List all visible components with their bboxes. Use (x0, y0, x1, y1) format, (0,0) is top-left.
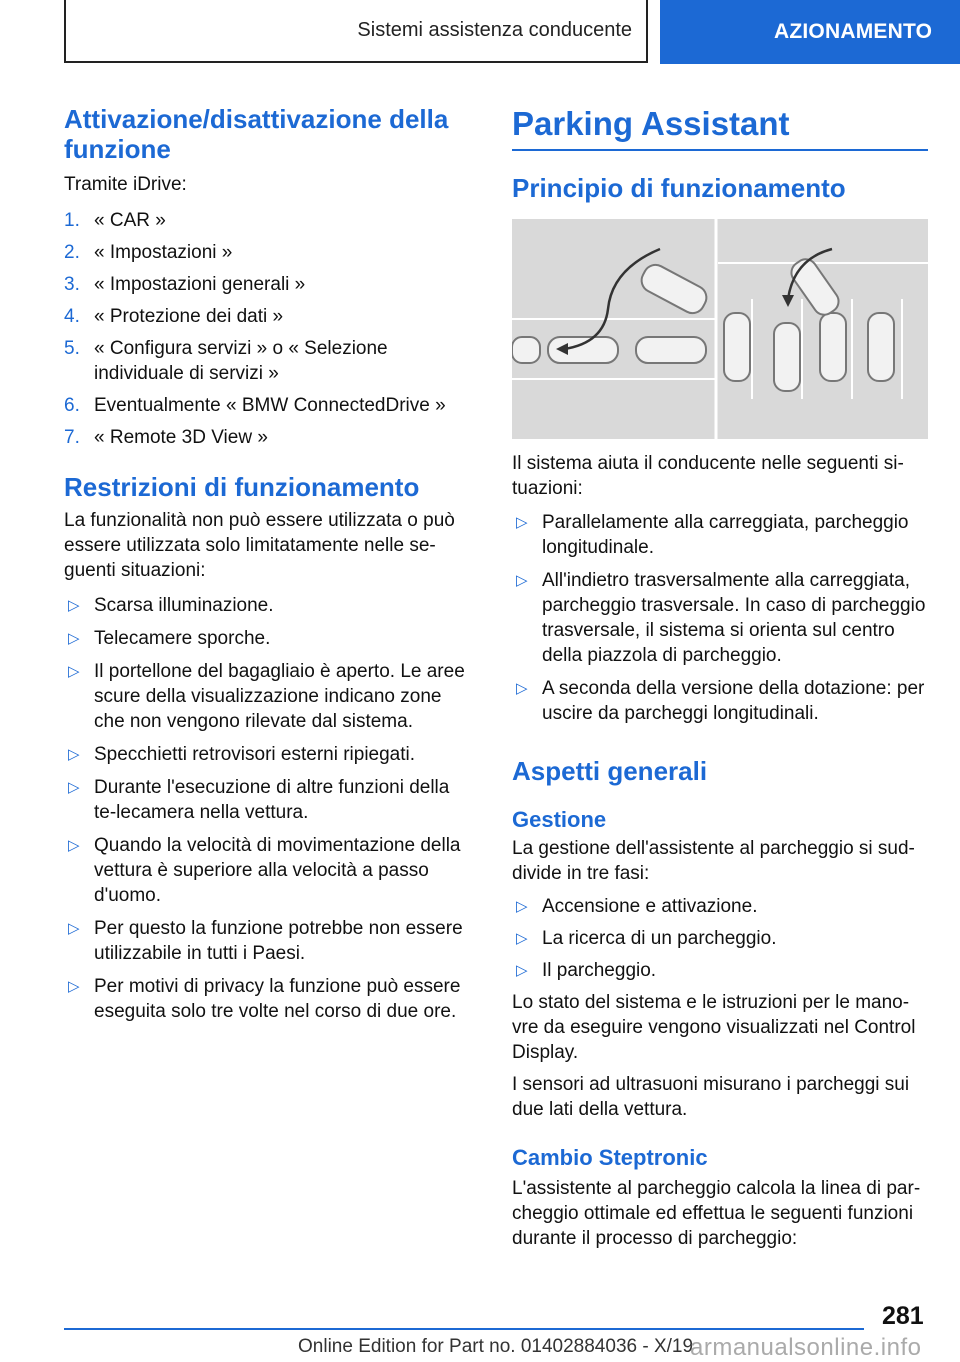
restrictions-title: Restrizioni di funzionamento (64, 472, 420, 502)
step-text: « Protezione dei dati » (94, 306, 284, 327)
footer-divider (64, 1328, 864, 1330)
header-section (64, 0, 648, 63)
bullet-triangle-icon: ▷ (516, 898, 528, 915)
bullet-triangle-icon: ▷ (68, 978, 80, 995)
list-item (64, 336, 476, 386)
list-item-text: Telecamere sporche. (94, 628, 271, 649)
footer-edition: Online Edition for Part no. 01402884036 - X/19 (298, 1336, 694, 1357)
phases-list (512, 894, 928, 983)
restrictions-intro: La funzionalità non può essere utilizzata o può essere utilizzata solo limitatamente nelle se‐guenti situazioni: (64, 510, 455, 581)
list-item (64, 208, 476, 233)
list-item-text: Quando la velocità di movimentazione della vettura è superiore alla velocità a passo d'uomo. (94, 835, 461, 906)
list-item-text: Per motivi di privacy la funzione può essere eseguita solo tre volte nel corso di due ore. (94, 976, 461, 1022)
restrictions-list (64, 593, 476, 1024)
bullet-triangle-icon: ▷ (68, 663, 80, 680)
list-item-text: Durante l'esecuzione di altre funzioni della te‐lecamera nella vettura. (94, 777, 450, 823)
principle-intro: Il sistema aiuta il conducente nelle seguenti si‐tuazioni: (512, 453, 904, 499)
bullet-triangle-icon: ▷ (68, 920, 80, 937)
list-item-text: La ricerca di un parcheggio. (542, 928, 777, 949)
step-number: 6. (64, 395, 80, 416)
step-number: 5. (64, 338, 80, 359)
step-number: 1. (64, 210, 80, 231)
management-intro: La gestione dell'assistente al parcheggio si sud‐divide in tre fasi: (512, 838, 915, 884)
activation-steps (64, 208, 476, 450)
list-item (64, 240, 476, 265)
bullet-triangle-icon: ▷ (516, 572, 528, 589)
header-chapter-label: AZIONAMENTO (774, 20, 933, 43)
general-title: Aspetti generali (512, 756, 708, 786)
bullet-triangle-icon: ▷ (516, 930, 528, 947)
list-item (512, 568, 928, 668)
step-number: 4. (64, 306, 80, 327)
step-text: Eventualmente « BMW ConnectedDrive » (94, 395, 446, 416)
bullet-triangle-icon: ▷ (516, 514, 528, 531)
parking-illustration (512, 219, 928, 439)
right-column (512, 104, 928, 1251)
list-item (64, 272, 476, 297)
activation-title: Attivazione/disattivazione della funzione (64, 104, 449, 164)
list-item-text: A seconda della versione della dotazione: per uscire da parcheggi longitudinali. (542, 678, 925, 724)
list-item (64, 304, 476, 329)
step-text: « CAR » (94, 210, 166, 231)
page-title: Parking Assistant (512, 104, 928, 151)
page-number: 281 (882, 1302, 924, 1330)
display-paragraph: Lo stato del sistema e le istruzioni per le mano‐vre da eseguire vengono visualizzati nel Control Display. (512, 992, 916, 1063)
list-item (64, 659, 476, 734)
list-item (64, 833, 476, 908)
bullet-triangle-icon: ▷ (516, 962, 528, 979)
bullet-triangle-icon: ▷ (68, 746, 80, 763)
list-item-text: Il parcheggio. (542, 960, 657, 981)
steptronic-title: Cambio Steptronic (512, 1145, 708, 1170)
list-item (64, 916, 476, 966)
list-item-text: All'indietro trasversalmente alla carreggiata, parcheggio trasversale. In caso di parcheggio trasversale, il sistema si orienta sul centro della piazzola di parcheggio. (542, 570, 926, 666)
step-number: 3. (64, 274, 80, 295)
activation-intro: Tramite iDrive: (64, 174, 187, 195)
list-item (64, 593, 476, 618)
left-column (64, 104, 476, 1024)
list-item (512, 676, 928, 726)
list-item (64, 425, 476, 450)
bullet-triangle-icon: ▷ (516, 680, 528, 697)
list-item (64, 775, 476, 825)
steptronic-paragraph: L'assistente al parcheggio calcola la linea di par‐cheggio ottimale ed effettua le seguenti funzioni durante il processo di parcheggio: (512, 1178, 921, 1249)
step-text: « Impostazioni generali » (94, 274, 306, 295)
list-item (512, 894, 928, 919)
header-section-label: Sistemi assistenza conducente (357, 19, 632, 41)
bullet-triangle-icon: ▷ (68, 630, 80, 647)
list-item-text: Scarsa illuminazione. (94, 595, 274, 616)
list-item-text: Il portellone del bagagliaio è aperto. Le aree scure della visualizzazione indicano zone che non vengono rilevate dal sistema. (94, 661, 465, 732)
principle-title: Principio di funzionamento (512, 173, 846, 203)
header-chapter (660, 0, 960, 64)
step-text: « Configura servizi » o « Selezione individuale di servizi » (94, 338, 388, 384)
list-item (64, 974, 476, 1024)
bullet-triangle-icon: ▷ (68, 837, 80, 854)
list-item (64, 626, 476, 651)
parking-diagram-icon (512, 219, 928, 439)
list-item (64, 742, 476, 767)
step-text: « Remote 3D View » (94, 427, 268, 448)
list-item-text: Specchietti retrovisori esterni ripiegati. (94, 744, 416, 765)
bullet-triangle-icon: ▷ (68, 779, 80, 796)
step-number: 7. (64, 427, 80, 448)
list-item-text: Per questo la funzione potrebbe non essere utilizzabile in tutti i Paesi. (94, 918, 463, 964)
list-item (512, 926, 928, 951)
list-item-text: Parallelamente alla carreggiata, parcheggio longitudinale. (542, 512, 909, 558)
list-item (512, 510, 928, 560)
step-number: 2. (64, 242, 80, 263)
list-item-text: Accensione e attivazione. (542, 896, 758, 917)
list-item (512, 958, 928, 983)
bullet-triangle-icon: ▷ (68, 597, 80, 614)
principle-list (512, 510, 928, 726)
step-text: « Impostazioni » (94, 242, 233, 263)
management-title: Gestione (512, 807, 607, 832)
list-item (64, 393, 476, 418)
footer-watermark: armanualsonline.info (690, 1334, 922, 1361)
sensors-paragraph: I sensori ad ultrasuoni misurano i parcheggi sui due lati della vettura. (512, 1074, 910, 1120)
